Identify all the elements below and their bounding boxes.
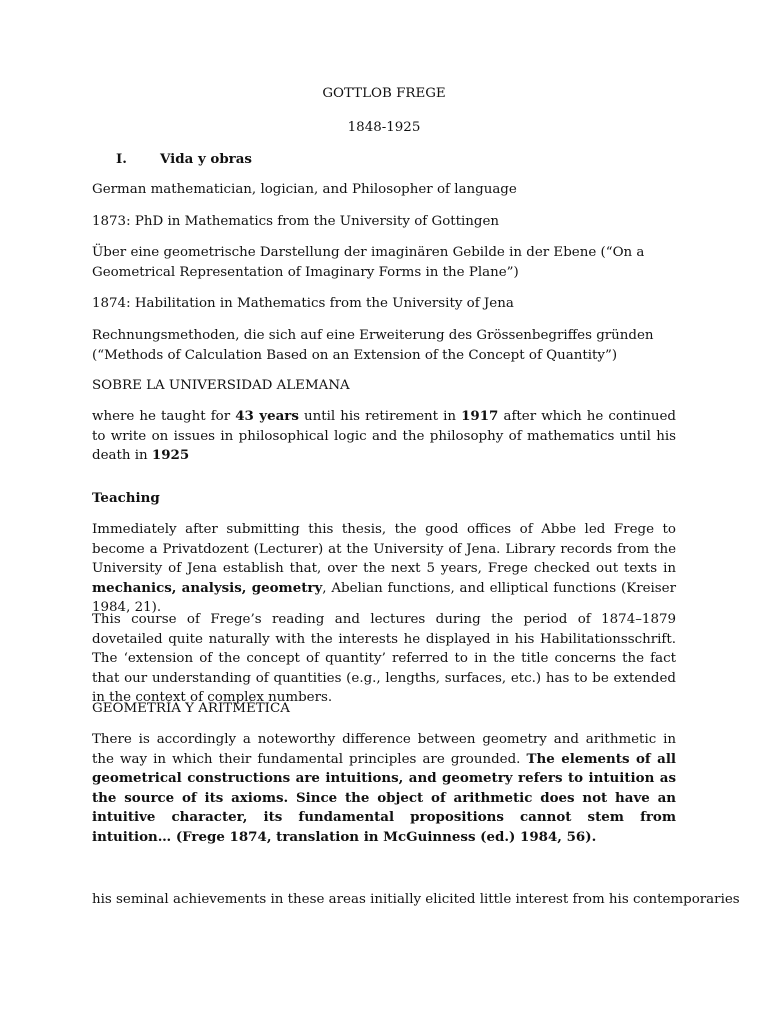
text-span: Immediately after submitting this thesis, the good offices of Abbe led Frege to become a Privatdozent (Lecturer) at the University of Jena. Library records from the University of Jena establish that, over the next 5 years, Frege checked out texts in [92,522,676,576]
text-span: where he taught for [92,409,236,424]
text-span: There is accordingly a noteworthy difference between geometry and arithmetic in the way in which their fundamental principles are grounded. [92,732,676,767]
text-span: after which he continued to write on issues in philosophical logic and the philosophy of mathematics until his death in [92,409,676,463]
bold-span: The elements of all geometrical constructions are intuitions, and geometry refers to intuition as the source of its axioms. Since the object of arithmetic does not have an intuitive character, its fundamental propositions cannot stem from intuition… (Frege 1874, translation in McGuinness (ed.) 1984, 56). [92,750,676,845]
section-number: I. [116,151,127,167]
heading-teaching: Teaching [92,490,160,506]
bold-span: mechanics, analysis, geometry [92,579,323,596]
paragraph-seminal-achievements: his seminal achievements in these areas initially elicited little interest from his contemporaries [92,892,740,907]
paragraph-habilitation-title: Rechnungsmethoden, die sich auf eine Erweiterung des Grössenbegriffes gründen (“Methods of Calculation Based on an Extension of the Concept of Quantity”) [92,328,654,363]
heading-universidad: SOBRE LA UNIVERSIDAD ALEMANA [92,378,350,393]
paragraph-reading-lectures: This course of Frege’s reading and lectures during the period of 1874–1879 dovetailed quite naturally with the interests he displayed in his Habilitationsschrift. The ‘extension of the concept of quantity’ referred to in the title concerns the fact that our understanding of quantities (e.g., lengths, surfaces, etc.) has to be extended in the context of complex numbers. [92,612,676,705]
paragraph-habilitation: 1874: Habilitation in Mathematics from the University of Jena [92,296,514,311]
heading-geometria: GEOMETRÍA Y ARITMÉTICA [92,701,290,716]
paragraph-teaching [92,520,676,618]
bold-span: 1925 [151,447,190,463]
paragraph-occupation: German mathematician, logician, and Philosopher of language [92,182,517,197]
bold-span: 1917 [461,408,499,424]
section-heading-vida [92,151,676,171]
document-title: GOTTLOB FREGE [322,86,446,101]
paragraph-phd: 1873: PhD in Mathematics from the University of Gottingen [92,214,500,229]
bold-span: 43 years [235,408,299,424]
text-span: until his retirement in [298,409,462,424]
paragraph-geometry-arithmetic [92,730,676,847]
paragraph-jena-career [92,407,676,466]
text-span: , Abelian functions, and elliptical functions (Kreiser 1984, 21). [92,580,677,615]
life-dates: 1848-1925 [347,120,421,135]
section-title: Vida y obras [160,151,252,167]
paragraph-dissertation-title: Über eine geometrische Darstellung der imaginären Gebilde in der Ebene (“On a Geometrical Representation of Imaginary Forms in the Plane”) [92,245,645,280]
